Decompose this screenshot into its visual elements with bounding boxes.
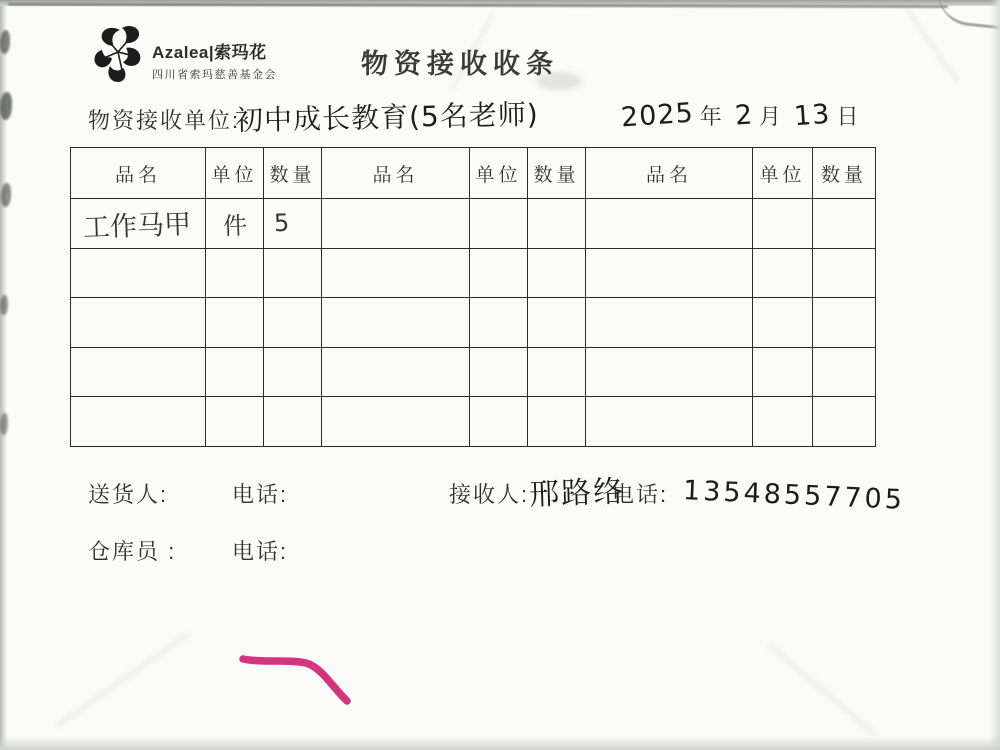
cell-item-name: [71, 347, 206, 397]
logo-brand-name: Azalea|索玛花: [152, 43, 267, 62]
cell-item-name: [322, 298, 470, 348]
cell-quantity: [528, 199, 586, 249]
cell-quantity: [264, 298, 322, 348]
date-line: [615, 97, 859, 134]
header-item-name: 品名: [322, 148, 470, 199]
date-day-label: 日: [836, 104, 859, 129]
items-table: [70, 147, 876, 447]
date-month-label: 月: [759, 104, 782, 129]
cell-quantity: [528, 347, 586, 397]
cell-quantity: [264, 248, 322, 298]
receiver-label: 接收人:: [449, 482, 530, 507]
cell-unit: [206, 298, 264, 348]
logo-org-name: 四川省索玛慈善基金会: [152, 69, 277, 81]
cell-item-name: [586, 347, 753, 397]
cell-quantity: [813, 397, 876, 447]
cell-unit: [753, 397, 813, 447]
date-day-handwritten: 13: [793, 98, 832, 133]
cell-unit: [753, 248, 813, 298]
cell-unit: [470, 347, 528, 397]
cell-item-name: [71, 298, 206, 348]
sender-label: 送货人:: [88, 482, 169, 507]
cell-quantity: [264, 347, 322, 397]
cell-item-name: [322, 347, 470, 397]
table-row: [71, 347, 876, 397]
cell-quantity: [813, 199, 876, 249]
table-row: [71, 199, 876, 249]
paper-crease: [56, 632, 190, 728]
cell-unit: [206, 397, 264, 447]
cell-quantity: [813, 298, 876, 348]
header-item-name: 品名: [586, 148, 753, 199]
cell-unit: [753, 347, 813, 397]
header-unit: 单位: [470, 148, 528, 199]
cell-quantity: [528, 298, 586, 348]
warehouse-keeper-label: 仓库员 :: [88, 539, 177, 564]
date-year-label: 年: [699, 104, 722, 129]
header-unit: 单位: [206, 148, 264, 199]
scan-blot: [0, 92, 12, 120]
cell-unit: 件: [206, 199, 264, 249]
receiving-unit-label: 物资接收单位:: [88, 108, 241, 133]
cell-item-name: [586, 248, 753, 298]
document-title: 物资接收收条: [361, 49, 559, 79]
cell-quantity: [813, 248, 876, 298]
cell-item-name: [586, 298, 753, 348]
cell-quantity: [528, 248, 586, 298]
paper-bottom-edge-shadow: [0, 736, 1000, 750]
cell-item-name: [71, 397, 206, 447]
cell-unit: [470, 298, 528, 348]
cell-item-name: [322, 199, 470, 249]
cell-item-name: [322, 397, 470, 447]
cell-item-name: [322, 248, 470, 298]
cell-quantity: [528, 397, 586, 447]
cell-quantity: 5: [264, 199, 322, 249]
cell-unit: [753, 199, 813, 249]
paper-crease: [767, 643, 877, 737]
header-quantity: 数量: [528, 148, 586, 199]
header-quantity: 数量: [813, 148, 876, 199]
table-row: [71, 397, 876, 447]
header-unit: 单位: [753, 148, 813, 199]
receiver-phone-handwritten: 13548557705: [682, 475, 906, 516]
cell-quantity: [264, 397, 322, 447]
cell-unit: [206, 248, 264, 298]
header-item-name: 品名: [71, 148, 206, 199]
date-year-handwritten: 2025: [620, 97, 695, 134]
cell-quantity: [813, 347, 876, 397]
cell-item-name: [586, 199, 753, 249]
table-row: [71, 298, 876, 348]
receiving-unit-handwritten-value: 初中成长教育(5名老师): [234, 97, 540, 138]
cell-unit: [470, 397, 528, 447]
scan-blot: [1, 183, 11, 207]
cell-item-name: [71, 248, 206, 298]
cell-item-name: [586, 397, 753, 447]
table-header-row: [71, 148, 876, 199]
cell-unit: [470, 248, 528, 298]
cell-unit: [206, 347, 264, 397]
marker-path: [243, 659, 347, 701]
warehouse-phone-label: 电话:: [232, 539, 289, 564]
cell-unit: [470, 199, 528, 249]
cell-item-name: 工作马甲: [71, 199, 206, 249]
cell-unit: [753, 298, 813, 348]
paper-right-edge-shadow: [990, 0, 1000, 750]
header-quantity: 数量: [264, 148, 322, 199]
date-month-handwritten: 2: [733, 99, 755, 132]
table-row: [71, 248, 876, 298]
receiver-name-handwritten: 邢路络: [528, 474, 626, 513]
receiver-phone-label: 电话:: [612, 482, 669, 507]
sender-phone-label: 电话:: [232, 482, 289, 507]
